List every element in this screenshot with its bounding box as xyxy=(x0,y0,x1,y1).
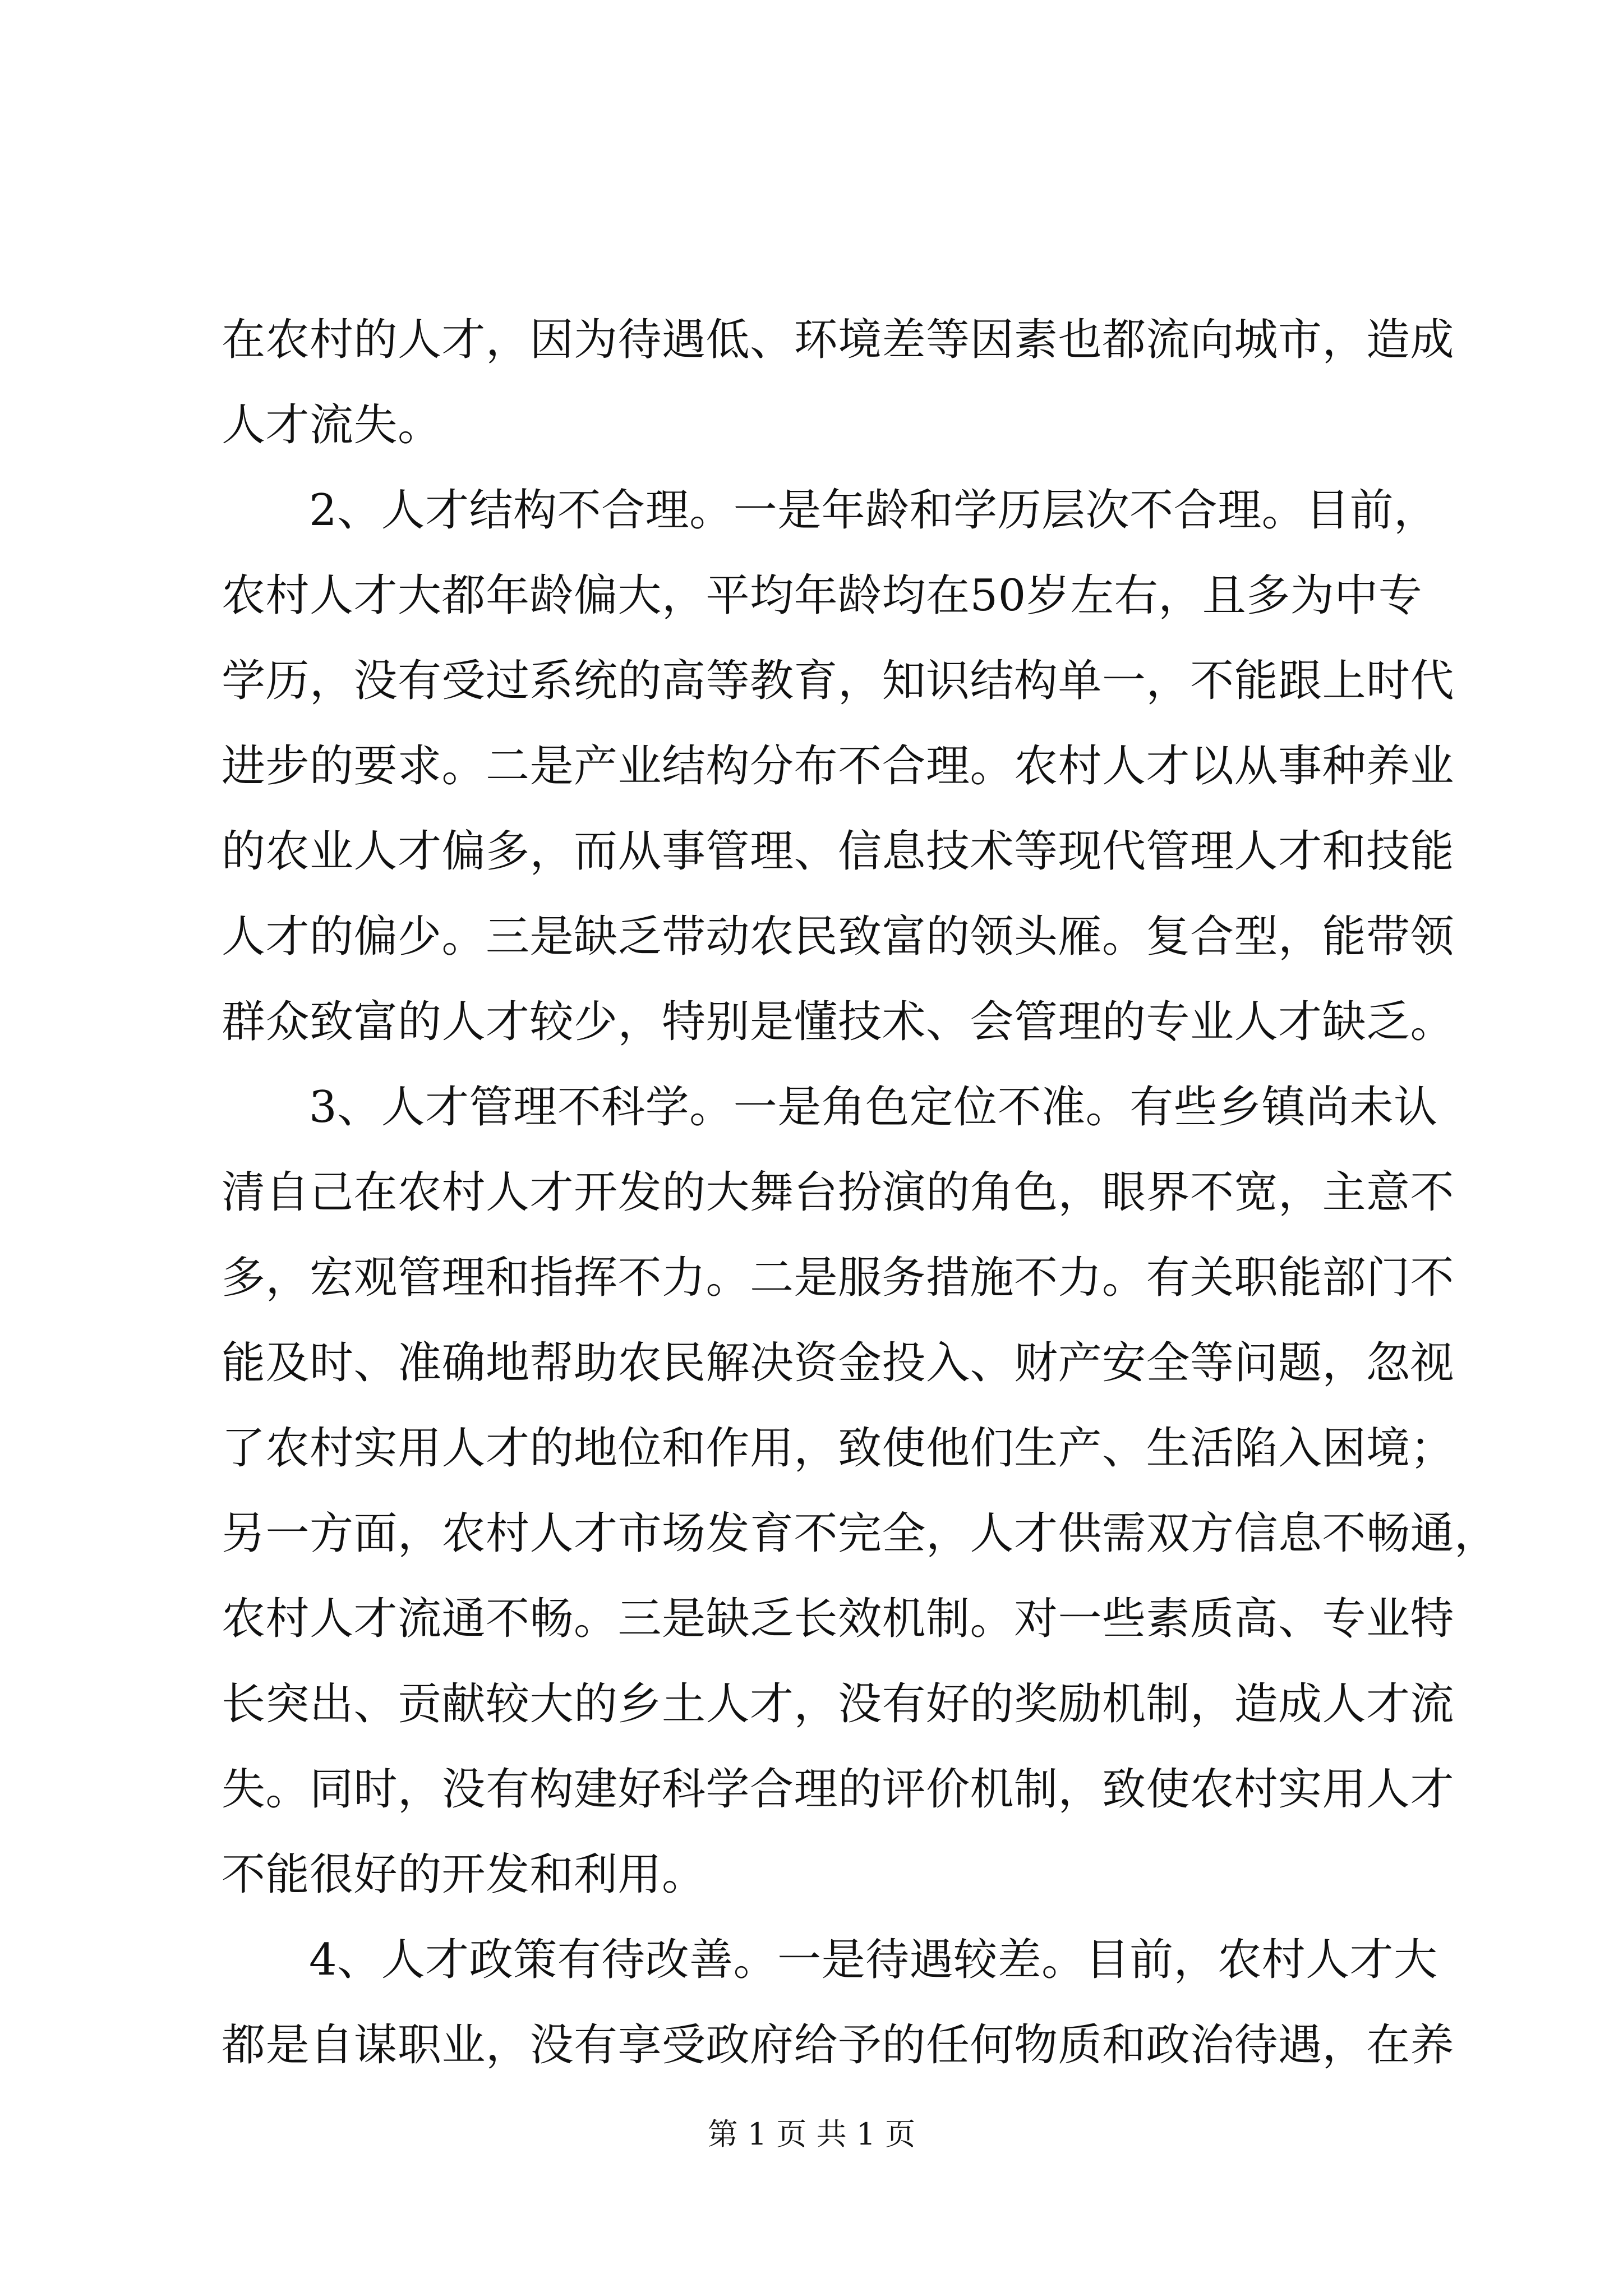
text-line: 农村人才大都年龄偏大，平均年龄均在50岁左右，且多为中专 xyxy=(222,570,1423,621)
text-line: 人才流失。 xyxy=(222,400,442,450)
text-line: 能及时、准确地帮助农民解决资金投入、财产安全等问题，忽视 xyxy=(222,1338,1455,1388)
paragraph-start-line: 2、人才结构不合理。一是年龄和学历层次不合理。目前， xyxy=(309,485,1438,536)
text-line: 长突出、贡献较大的乡土人才，没有好的奖励机制，造成人才流 xyxy=(222,1679,1455,1729)
text-line: 的农业人才偏多，而从事管理、信息技术等现代管理人才和技能 xyxy=(222,826,1455,877)
text-line: 都是自谋职业，没有享受政府给予的任何物质和政治待遇，在养 xyxy=(222,2020,1455,2070)
text-line: 清自己在农村人才开发的大舞台扮演的角色，眼界不宽，主意不 xyxy=(222,1167,1455,1218)
text-line: 在农村的人才，因为待遇低、环境差等因素也都流向城市，造成 xyxy=(222,315,1455,365)
paragraph-start-line: 4、人才政策有待改善。一是待遇较差。目前，农村人才大 xyxy=(309,1935,1438,1985)
text-line: 人才的偏少。三是缺乏带动农民致富的领头雁。复合型，能带领 xyxy=(222,912,1455,962)
text-line: 另一方面，农村人才市场发育不完全，人才供需双方信息不畅通， xyxy=(222,1508,1498,1559)
text-line: 农村人才流通不畅。三是缺乏长效机制。对一些素质高、专业特 xyxy=(222,1594,1455,1644)
text-line: 不能很好的开发和利用。 xyxy=(222,1849,706,1900)
text-line: 失。同时，没有构建好科学合理的评价机制，致使农村实用人才 xyxy=(222,1764,1455,1815)
page-number-footer: 第 1 页 共 1 页 xyxy=(707,2116,916,2152)
body-text xyxy=(222,297,1498,2088)
text-line: 多，宏观管理和指挥不力。二是服务措施不力。有关职能部门不 xyxy=(222,1253,1455,1303)
text-line: 学历，没有受过系统的高等教育，知识结构单一，不能跟上时代 xyxy=(222,656,1455,706)
text-line: 进步的要求。二是产业结构分布不合理。农村人才以从事种养业 xyxy=(222,741,1455,792)
text-line: 群众致富的人才较少，特别是懂技术、会管理的专业人才缺乏。 xyxy=(222,997,1455,1047)
text-line: 了农村实用人才的地位和作用，致使他们生产、生活陷入困境； xyxy=(222,1423,1455,1474)
paragraph-start-line: 3、人才管理不科学。一是角色定位不准。有些乡镇尚未认 xyxy=(309,1082,1438,1133)
